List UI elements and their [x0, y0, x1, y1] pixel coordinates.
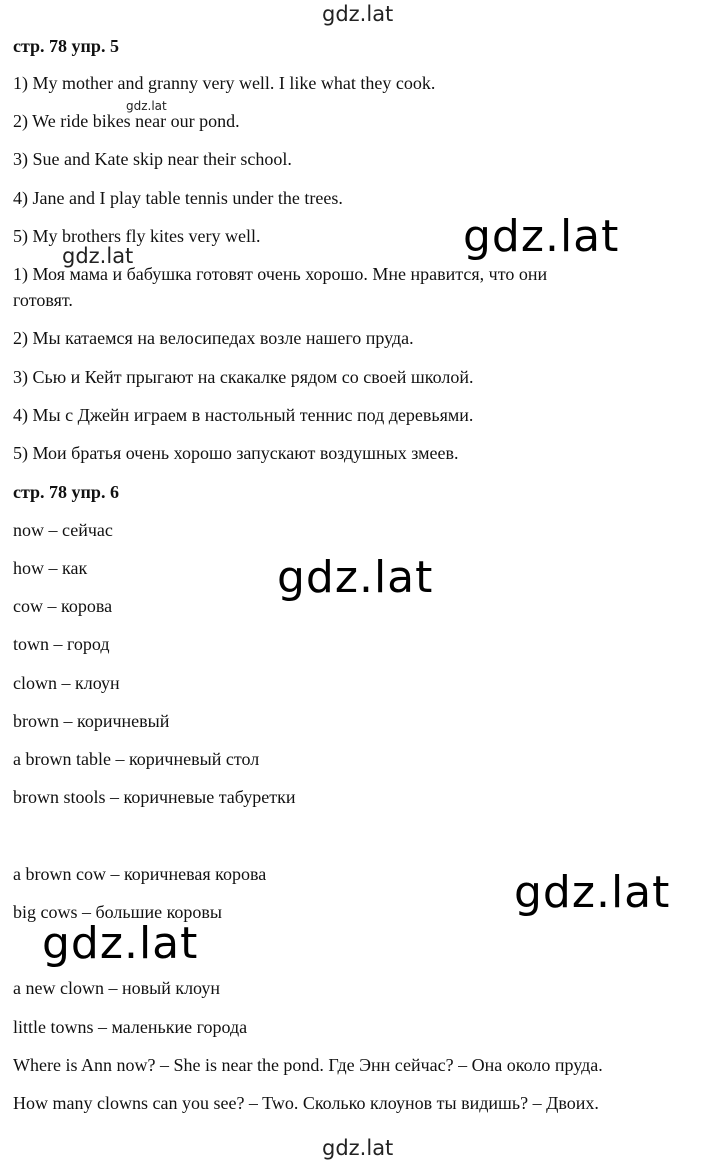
text-line: town – город [13, 634, 110, 654]
text-line: 4) Мы с Джейн играем в настольный теннис под деревьями. [13, 405, 474, 425]
text-line: 5) My brothers fly kites very well. [13, 226, 261, 246]
text-line: Where is Ann now? – She is near the pond. Где Энн сейчас? – Она около пруда. [13, 1055, 603, 1075]
text-line: How many clowns can you see? – Two. Сколько клоунов ты видишь? – Двоих. [13, 1093, 599, 1113]
text-line: 2) Мы катаемся на велосипедах возле нашего пруда. [13, 328, 414, 348]
watermark-mid-left: gdz.lat [62, 244, 134, 268]
text-line: a brown table – коричневый стол [13, 749, 260, 769]
text-line: 1) My mother and granny very well. I like what they cook. [13, 73, 436, 93]
text-line: brown stools – коричневые табуретки [13, 787, 296, 807]
section-heading: стр. 78 упр. 5 [13, 36, 119, 56]
text-line: 3) Sue and Kate skip near their school. [13, 149, 292, 169]
section-heading: стр. 78 упр. 6 [13, 482, 119, 502]
text-line: brown – коричневый [13, 711, 170, 731]
watermark-large-3: gdz.lat [514, 867, 671, 918]
text-line: 1) Моя мама и бабушка готовят очень хорошо. Мне нравится, что они [13, 264, 548, 284]
watermark-bottom: gdz.lat [322, 1136, 394, 1160]
watermark-small: gdz.lat [126, 99, 167, 113]
text-line: clown – клоун [13, 673, 120, 693]
text-line: little towns – маленькие города [13, 1017, 248, 1037]
text-line: 3) Сью и Кейт прыгают на скакалке рядом со своей школой. [13, 367, 474, 387]
text-line: a new clown – новый клоун [13, 978, 220, 998]
watermark-large-2: gdz.lat [277, 552, 434, 603]
watermark-large-1: gdz.lat [463, 211, 620, 262]
text-line: 4) Jane and I play table tennis under the trees. [13, 188, 343, 208]
text-line: 5) Мои братья очень хорошо запускают воздушных змеев. [13, 443, 459, 463]
text-line: a brown cow – коричневая корова [13, 864, 267, 884]
text-line: 2) We ride bikes near our pond. [13, 111, 240, 131]
watermark-large-4: gdz.lat [42, 918, 199, 969]
text-line: cow – корова [13, 596, 113, 616]
text-line: how – как [13, 558, 88, 578]
watermark-top: gdz.lat [322, 2, 394, 26]
text-line: готовят. [13, 290, 73, 310]
text-line: now – сейчас [13, 520, 113, 540]
text-line: big cows – большие коровы [13, 902, 223, 922]
